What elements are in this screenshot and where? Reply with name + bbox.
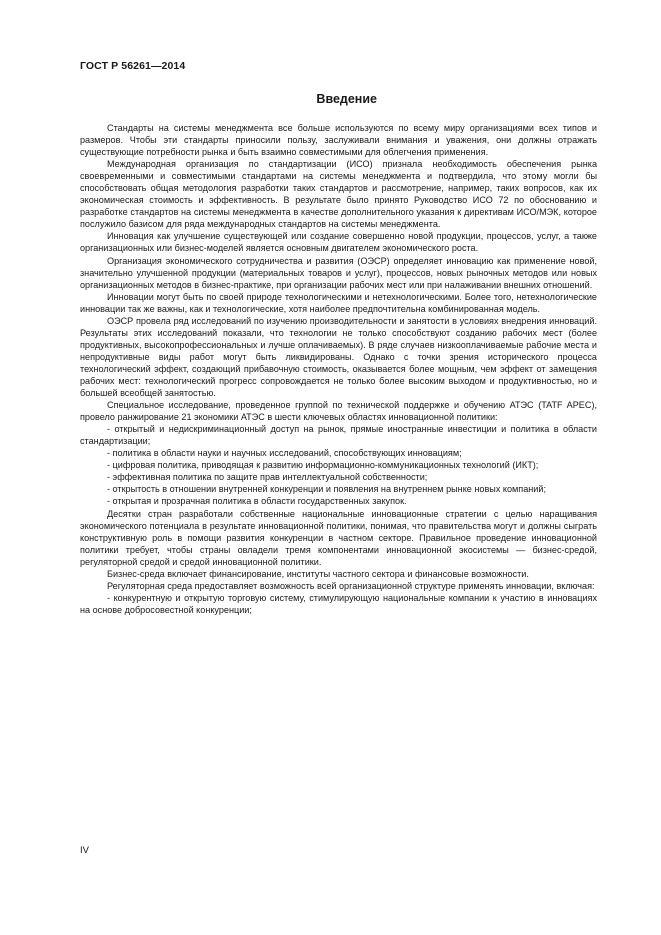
section-title bbox=[80, 92, 597, 106]
paragraph: Десятки стран разработали собственные национальные инновационные стратегии с целью наращивания экономического потенциала в результате инновационной политики, понимая, что правительства могут и должны сыграть конструктивную роль в помощи развития конкуренции в частном секторе. Правильное проведение инновационной политики требует, чтобы страны овладели тремя компонентами инновационной экосистемы — бизнес-средой, регуляторной средой и средой инновационной политики. bbox=[80, 508, 597, 567]
section-title-text: Введение bbox=[316, 92, 377, 106]
page-number: IV bbox=[80, 845, 89, 856]
list-item: - открытая и прозрачная политика в области государственных закупок. bbox=[107, 496, 407, 507]
paragraph: Организация экономического сотрудничества и развития (ОЭСР) определяет инновацию как применение новой, значительно улучшенной продукции (материальных товаров и услуг), процессов, новых рыночных методов или новых организационных методов в бизнес-практике, при организации рабочих мест или при налаживании внешних отношений. bbox=[80, 255, 597, 290]
paragraph: ОЭСР провела ряд исследований по изучению производительности и занятости в условиях внедрения инноваций. Результаты этих исследований показали, что технологии не только способствуют созданию рабочих мест (более продуктивных, высокопрофессиональных и лучше оплачиваемых). В ряде случаев низкооплачиваемые рабочие места и непродуктивные виды работ могут быть ликвидированы. Однако с точки зрения исторического процесса технологический эффект, создающий прибавочную стоимость, оказывается более мощным, чем эффект от замещения рабочих мест: технологический прогресс сопровождается не только более высоким выходом и продуктивностью, но и большей всеобщей занятостью. bbox=[80, 315, 597, 399]
paragraph: Регуляторная среда предоставляет возможность всей организационной структуре применять инновации, включая: bbox=[107, 580, 595, 591]
paragraph: Бизнес-среда включает финансирование, институты частного сектора и финансовые возможности. bbox=[107, 568, 529, 579]
paragraph: Стандарты на системы менеджмента все больше используются по всему миру организациями всех типов и размеров. Чтобы эти стандарты приносили пользу, заслуживали внимания и уважения, они должны отражать существующие потребности рынка и быть взаимно совместимыми для облегчения применения. bbox=[80, 123, 597, 158]
list-item: - открытый и недискриминационный доступ на рынок, прямые иностранные инвестиции и политика в области стандартизации; bbox=[80, 424, 597, 447]
document-header: ГОСТ Р 56261—2014 bbox=[80, 60, 186, 72]
list-item: - политика в области науки и научных исследований, способствующих инновациям; bbox=[107, 448, 462, 459]
list-item: - конкурентную и открытую торговую систему, стимулирующую национальные компании к участию в инновациях на основе добросовестной конкуренции; bbox=[80, 592, 597, 615]
paragraph: Международная организация по стандартизации (ИСО) признала необходимость обеспечения рынка своевременными и совместимыми стандартами на системы менеджмента и подтвердила, что этому могли бы способствовать общая методология разработки таких стандартов и рассмотрение, например, таких вопросов, как их экономическая стоимость и эффективность. В результате было принято Руководство ИСО 72 по обоснованию и разработке стандартов на системы менеджмента в качестве дополнительного указания к директивам ИСО/МЭК, которое послужило базисом для ряда международных стандартов на системы менеджмента. bbox=[80, 159, 597, 230]
list-item: - цифровая политика, приводящая к развитию информационно-коммуникационных технологий (ИКТ); bbox=[107, 460, 539, 471]
paragraph: Инновация как улучшение существующей или создание совершенно новой продукции, процессов, услуг, а также организационных или бизнес-моделей является основным двигателем экономического роста. bbox=[80, 231, 597, 254]
paragraph: Специальное исследование, проведенное группой по технической поддержке и обучению АТЭС (TATF APEC), провело ранжирование 21 экономики АТЭС в шести ключевых областях инновационной политики: bbox=[80, 400, 597, 423]
list-item: - открытость в отношении внутренней конкуренции и появления на внутреннем рынке новых компаний; bbox=[107, 484, 546, 495]
paragraph: Инновации могут быть по своей природе технологическими и нетехнологическими. Более того, нетехнологические инновации так же важны, как и технологические, хотя наиболее предпочтительна комбинированная модель. bbox=[80, 291, 597, 314]
list-item: - эффективная политика по защите прав интеллектуальной собственности; bbox=[107, 472, 428, 483]
document-body bbox=[80, 122, 597, 616]
